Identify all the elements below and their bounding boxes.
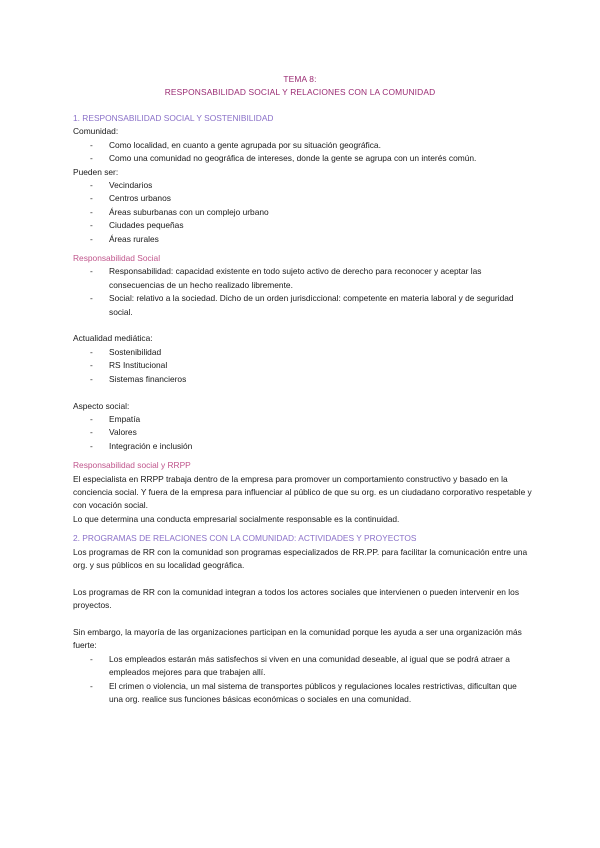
list-item-text: Los empleados estarán más satisfechos si viven en una comunidad deseable, al igual que se podrá atraer a empleados mejores para que trabajen allí.: [109, 653, 510, 678]
dash-bullet: -: [90, 346, 93, 357]
list-item: [73, 192, 533, 205]
section2-paragraph-3: Sin embargo, la mayoría de las organizaciones participan en la comunidad porque les ayuda a ser una organización más fuerte:: [73, 626, 522, 651]
document-body: [73, 112, 533, 706]
dash-bullet: -: [90, 193, 93, 204]
list-item: [73, 292, 533, 319]
rs-heading: Responsabilidad Social: [73, 253, 161, 264]
list-item: [73, 139, 533, 152]
list-item-text: Como localidad, en cuanto a gente agrupada por su situación geográfica.: [109, 139, 381, 150]
list-item-text: Áreas rurales: [109, 233, 159, 244]
dash-bullet: -: [90, 653, 93, 664]
dash-bullet: -: [90, 427, 93, 438]
list-item-text: Sistemas financieros: [109, 373, 187, 384]
list-item-text: Áreas suburbanas con un complejo urbano: [109, 206, 269, 217]
list-item-text: Ciudades pequeñas: [109, 220, 184, 231]
list-item: [73, 219, 533, 232]
dash-bullet: -: [90, 266, 93, 277]
list-item: [73, 413, 533, 426]
comunidad-label: Comunidad:: [73, 126, 119, 137]
list-item: [73, 152, 533, 165]
list-item: [73, 346, 533, 359]
list-item: [73, 233, 533, 246]
aspecto-list: [73, 413, 533, 453]
rs-rrpp-heading: Responsabilidad social y RRPP: [73, 460, 191, 471]
section2-list: [73, 653, 533, 707]
dash-bullet: -: [90, 180, 93, 191]
list-item: [73, 206, 533, 219]
dash-bullet: -: [90, 293, 93, 304]
section2-paragraph-2: Los programas de RR con la comunidad integran a todos los actores sociales que intervienen o pueden intervenir en los proyectos.: [73, 586, 520, 611]
dash-bullet: -: [90, 413, 93, 424]
list-item-text: Integración e inclusión: [109, 440, 193, 451]
dash-bullet: -: [90, 680, 93, 691]
actualidad-label: Actualidad mediática:: [73, 333, 153, 344]
pueden-label: Pueden ser:: [73, 166, 119, 177]
pueden-list: [73, 179, 533, 246]
list-item-text: Valores: [109, 427, 137, 438]
list-item: [73, 373, 533, 386]
list-item-text: Vecindarios: [109, 180, 153, 191]
dash-bullet: -: [90, 373, 93, 384]
dash-bullet: -: [90, 139, 93, 150]
dash-bullet: -: [90, 220, 93, 231]
list-item: [73, 426, 533, 439]
actualidad-list: [73, 346, 533, 386]
list-item-text: Empatía: [109, 413, 141, 424]
list-item: [73, 653, 533, 680]
section2-paragraph-1: Los programas de RR con la comunidad son programas especializados de RR.PP. para facilitar la comunicación entre una org. y sus públicos en su localidad geográfica.: [73, 546, 528, 570]
comunidad-list: [73, 139, 533, 166]
dash-bullet: -: [90, 153, 93, 164]
list-item: [73, 179, 533, 192]
list-item: [73, 265, 533, 292]
list-item-text: Centros urbanos: [109, 193, 171, 204]
section2-heading: 2. PROGRAMAS DE RELACIONES CON LA COMUNIDAD: ACTIVIDADES Y PROYECTOS: [73, 533, 417, 544]
dash-bullet: -: [90, 233, 93, 244]
rs-rrpp-conclusion: Lo que determina una conducta empresarial socialmente responsable es la continuidad.: [73, 513, 400, 524]
list-item-text: Social: relativo a la sociedad. Dicho de un orden jurisdiccional: competente en materia laboral y de seguridad social.: [109, 293, 514, 317]
topic-number: TEMA 8:: [283, 74, 317, 84]
dash-bullet: -: [90, 360, 93, 371]
list-item-text: RS Institucional: [109, 360, 168, 371]
dash-bullet: -: [90, 206, 93, 217]
list-item: [73, 680, 533, 707]
list-item-text: Responsabilidad: capacidad existente en todo sujeto activo de derecho para reconocer y aceptar las consecuencias de un hecho realizado libremente.: [109, 266, 482, 290]
list-item: [73, 440, 533, 453]
topic-title: RESPONSABILIDAD SOCIAL Y RELACIONES CON LA COMUNIDAD: [164, 87, 436, 98]
section1-heading: 1. RESPONSABILIDAD SOCIAL Y SOSTENIBILIDAD: [73, 113, 274, 123]
dash-bullet: -: [90, 440, 93, 451]
rs-list: [73, 265, 533, 319]
list-item-text: El crimen o violencia, un mal sistema de transportes públicos y regulaciones locales restrictivas, dificultan que una org. realice sus funciones básicas económicas o sociales en una comunidad.: [109, 680, 517, 704]
list-item-text: Como una comunidad no geográfica de intereses, donde la gente se agrupa con un interés común.: [109, 153, 477, 164]
rs-rrpp-paragraph: El especialista en RRPP trabaja dentro de la empresa para promover un comportamiento constructivo y basado en la conciencia social. Y fuera de la empresa para influenciar al público de que su org. es un ciudadano corporativo respetable y con vocación social.: [73, 473, 532, 511]
list-item-text: Sostenibilidad: [109, 346, 162, 357]
list-item: [73, 359, 533, 372]
aspecto-label: Aspecto social:: [73, 400, 130, 411]
